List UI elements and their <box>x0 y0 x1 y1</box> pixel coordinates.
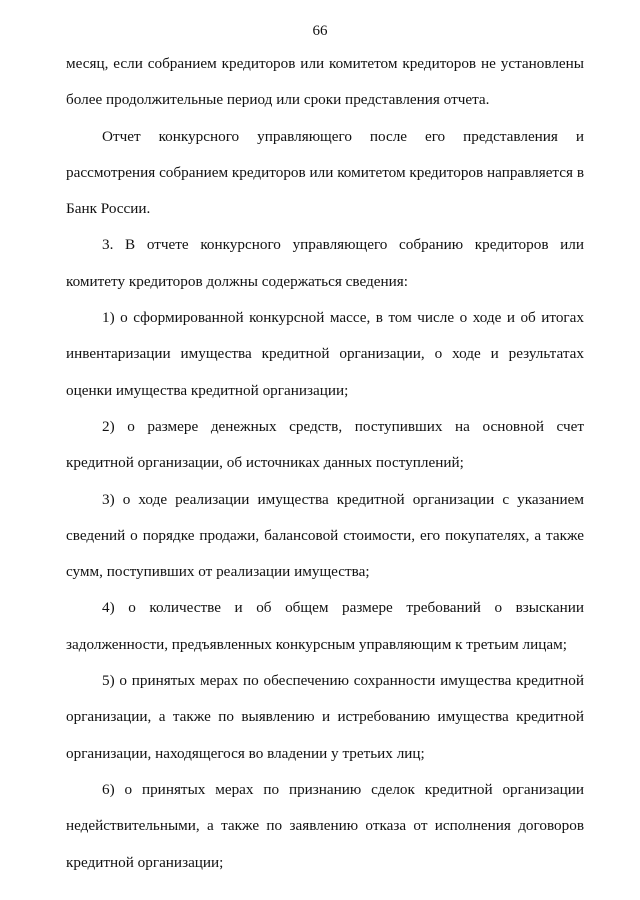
paragraph-item-3: 3. В отчете конкурсного управляющего собранию кредиторов или комитету кредиторов должны содержаться сведения: <box>66 236 584 290</box>
list-item-5: 5) о принятых мерах по обеспечению сохранности имущества кредитной организации, а также по выявлению и истребованию имущества кредитной организации, находящегося во владении у третьих лиц; <box>66 672 584 762</box>
paragraph-report-sent: Отчет конкурсного управляющего после его представления и рассмотрения собранием кредиторов или комитетом кредиторов направляется в Банк России. <box>66 127 584 218</box>
list-item-3: 3) о ходе реализации имущества кредитной организации с указанием сведений о порядке продажи, балансовой стоимости, его покупателях, а также сумм, поступивших от реализации имущества; <box>66 490 584 581</box>
list-item-2: 2) о размере денежных средств, поступивших на основной счет кредитной организации, об источниках данных поступлений; <box>66 417 584 472</box>
page-number: 66 <box>312 23 328 39</box>
list-item-4: 4) о количестве и об общем размере требований о взыскании задолженности, предъявленных конкурсным управляющим к третьим лицам; <box>66 599 584 653</box>
paragraph-continuation: месяц, если собранием кредиторов или комитетом кредиторов не установлены более продолжительные период или сроки представления отчета. <box>66 55 584 109</box>
document-body <box>66 46 584 881</box>
list-item-1: 1) о сформированной конкурсной массе, в том числе о ходе и об итогах инвентаризации имущества кредитной организации, о ходе и результатах оценки имущества кредитной организации; <box>66 309 584 399</box>
list-item-6: 6) о принятых мерах по признанию сделок кредитной организации недействительными, а также по заявлению отказа от исполнения договоров кредитной организации; <box>66 780 584 871</box>
